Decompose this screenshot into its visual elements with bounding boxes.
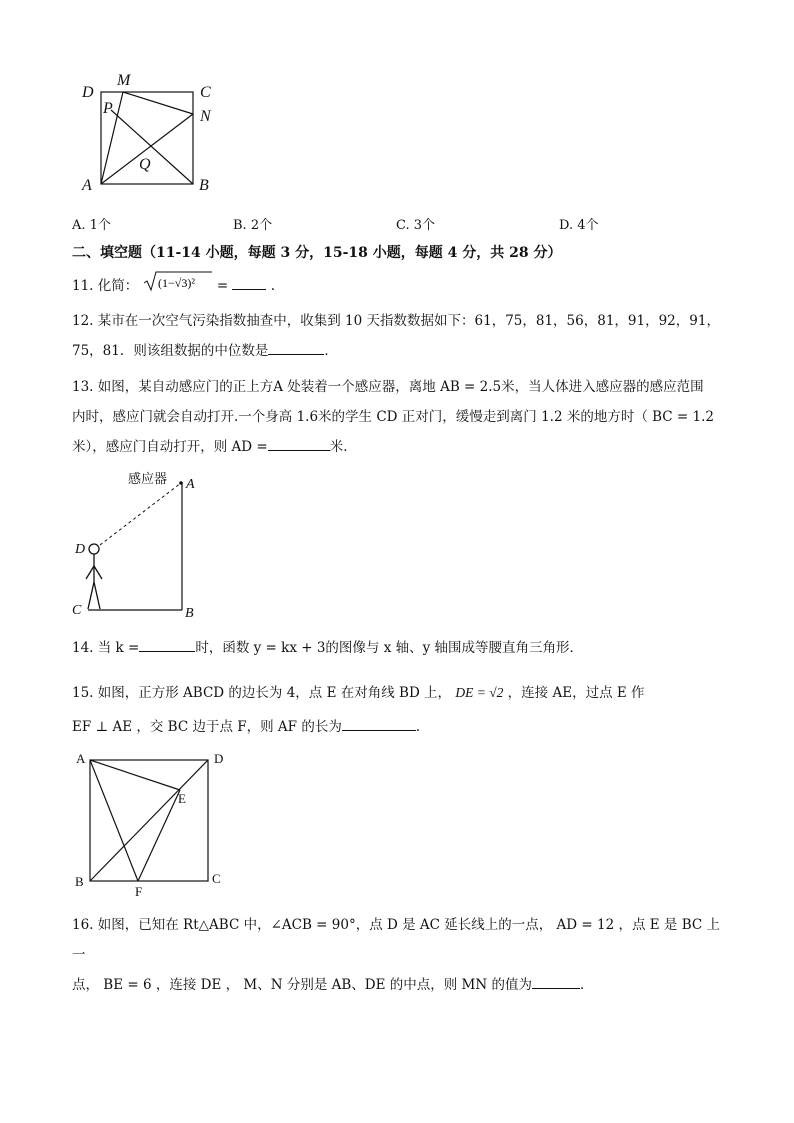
label-c: C — [212, 871, 221, 886]
q15-end: ． — [415, 719, 430, 735]
label-c: C — [72, 603, 82, 618]
figure-q10 — [76, 66, 226, 196]
label-d: D — [214, 751, 224, 766]
label-a: A — [76, 751, 86, 766]
q15-answer-blank[interactable] — [342, 714, 416, 731]
option-c[interactable]: C. 3个 — [396, 218, 436, 233]
q13-answer-blank[interactable] — [268, 434, 330, 451]
q14-text-a: 14. 当 k = — [72, 640, 140, 656]
q13-line3 — [72, 432, 732, 462]
question-16 — [72, 910, 732, 1000]
figure-q15 — [70, 748, 230, 900]
q15-de-value: DE = √2 — [455, 685, 504, 700]
label-a: A — [186, 477, 195, 492]
question-15 — [72, 676, 732, 744]
option-a[interactable]: A. 1个 — [72, 218, 111, 233]
label-b: B — [185, 606, 194, 621]
label-d: D — [75, 542, 86, 557]
q14-text-b: 时，函数 y = kx + 3的图像与 x 轴、y 轴围成等腰直角三角形． — [195, 640, 584, 656]
segment-bp — [111, 110, 193, 184]
sensor-label: 感应器 — [128, 472, 168, 487]
q15-text-d: EF ⊥ AE ，交 BC 边于点 F，则 AF 的长为 — [72, 719, 342, 735]
dashed-line-ad — [100, 483, 181, 545]
q12-line1: 12. 某市在一次空气污染指数抽查中，收集到 10 天指数数据如下：61，75，81，56，81，91，92，91， — [72, 313, 720, 329]
q11-end: . — [270, 278, 276, 294]
q11-answer-blank[interactable] — [232, 273, 266, 290]
q13-end: 米. — [329, 439, 348, 455]
label-n: N — [200, 108, 211, 125]
label-c: C — [200, 84, 211, 101]
q11-equals: = — [216, 278, 229, 294]
answer-options — [72, 214, 752, 234]
figure-q13 — [60, 462, 220, 622]
q16-text: 点， BE = 6 ，连接 DE ， M、N 分别是 AB、DE 的中点，则 MN 的值为 — [72, 977, 532, 993]
q12-end: ． — [324, 343, 338, 359]
option-b[interactable]: B. 2个 — [233, 218, 273, 233]
q13-text: 米），感应门自动打开，则 AD = — [72, 439, 268, 455]
q16-answer-blank[interactable] — [532, 972, 580, 989]
option-d[interactable]: D. 4个 — [559, 218, 599, 233]
q15-line1 — [72, 676, 732, 710]
q16-line2 — [72, 970, 732, 1000]
q16-line1: 16. 如图，已知在 Rt△ABC 中，∠ACB = 90°，点 D 是 AC 延长线上的一点， AD = 12 ，点 E 是 BC 上一 — [72, 917, 721, 963]
label-d: D — [82, 84, 94, 101]
q11-radicand: (1−√3)² — [157, 276, 195, 290]
q12-answer-blank[interactable] — [268, 338, 324, 355]
q11-prefix: 11. 化简： — [72, 278, 139, 294]
question-12 — [72, 306, 732, 366]
section-title: 二、填空题（11-14 小题，每题 3 分，15-18 小题，每题 4 分，共 28 分） — [72, 245, 562, 261]
sqrt-expression — [143, 270, 213, 303]
label-p: P — [103, 100, 113, 117]
question-14 — [72, 633, 732, 663]
q15-text-a: 15. 如图，正方形 ABCD 的边长为 4，点 E 在对角线 BD 上， — [72, 685, 452, 701]
label-b: B — [199, 177, 209, 194]
question-13 — [72, 372, 732, 462]
label-f: F — [135, 884, 143, 899]
diagonal-bd — [90, 760, 208, 881]
question-11 — [72, 270, 732, 303]
student-figure — [86, 544, 102, 609]
q15-line2 — [72, 710, 732, 744]
segment-ae — [90, 760, 180, 790]
segment-ef — [138, 790, 180, 881]
q16-end: ． — [579, 977, 594, 993]
q12-text: 75，81．则该组数据的中位数是 — [72, 343, 269, 359]
q13-line1: 13. 如图，某自动感应门的正上方A 处装着一个感应器，离地 AB = 2.5米，当人体进入感应器的感应范围 — [72, 379, 704, 395]
segment-mn — [123, 92, 193, 114]
label-e: E — [178, 791, 186, 806]
q12-line2 — [72, 336, 732, 366]
sqrt-symbol — [143, 270, 213, 292]
q13-line2: 内时，感应门就会自动打开.一个身高 1.6米的学生 CD 正对门，缓慢走到离门 1.2 米的地方时（ BC = 1.2 — [72, 409, 714, 425]
label-b: B — [75, 874, 84, 889]
q15-text-c: ，连接 AE，过点 E 作 — [507, 685, 645, 701]
label-q: Q — [139, 156, 151, 173]
segment-af — [90, 760, 138, 881]
label-a: A — [82, 177, 92, 194]
label-m: M — [117, 72, 131, 89]
q14-answer-blank[interactable] — [139, 635, 195, 652]
